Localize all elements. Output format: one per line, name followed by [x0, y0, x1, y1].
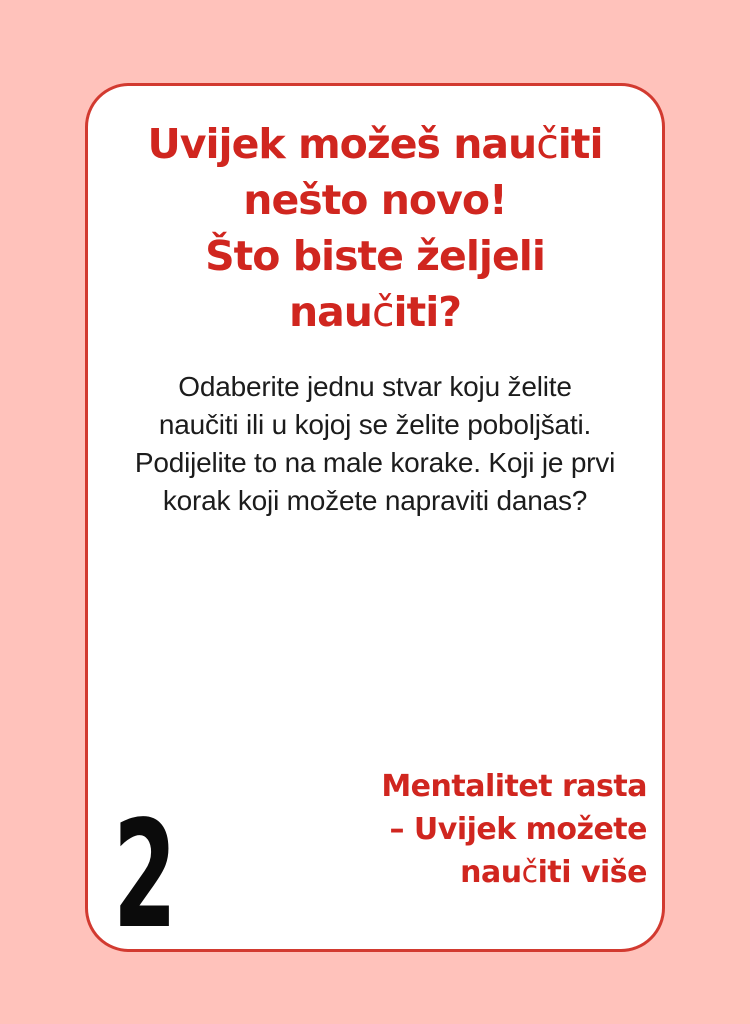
card-instructions	[88, 368, 662, 520]
title-line: nešto novo!	[243, 176, 507, 224]
body-line: Podijelite to na male korake. Koji je prvi	[134, 447, 616, 478]
footer-line: – Uvijek možete	[389, 812, 647, 847]
body-line: korak koji možete napraviti danas?	[162, 485, 588, 516]
fallback-char: č	[372, 288, 394, 336]
title-line: naučiti?	[288, 288, 462, 336]
title-line: Uvijek možeš naučiti	[147, 120, 603, 168]
fallback-char: č	[536, 120, 558, 168]
card-title	[88, 116, 662, 340]
body-line: Odaberite jednu stvar koju želite	[178, 371, 572, 402]
footer-line: naučiti više	[460, 855, 647, 890]
fallback-char: č	[521, 855, 538, 890]
footer-line: Mentalitet rasta	[381, 769, 647, 804]
title-line: Što biste željeli	[205, 232, 545, 280]
card-number: 2	[113, 789, 177, 961]
task-card	[85, 83, 665, 961]
card-category-caption	[381, 765, 647, 894]
body-line: naučiti ili u kojoj se želite poboljšati.	[158, 409, 592, 440]
